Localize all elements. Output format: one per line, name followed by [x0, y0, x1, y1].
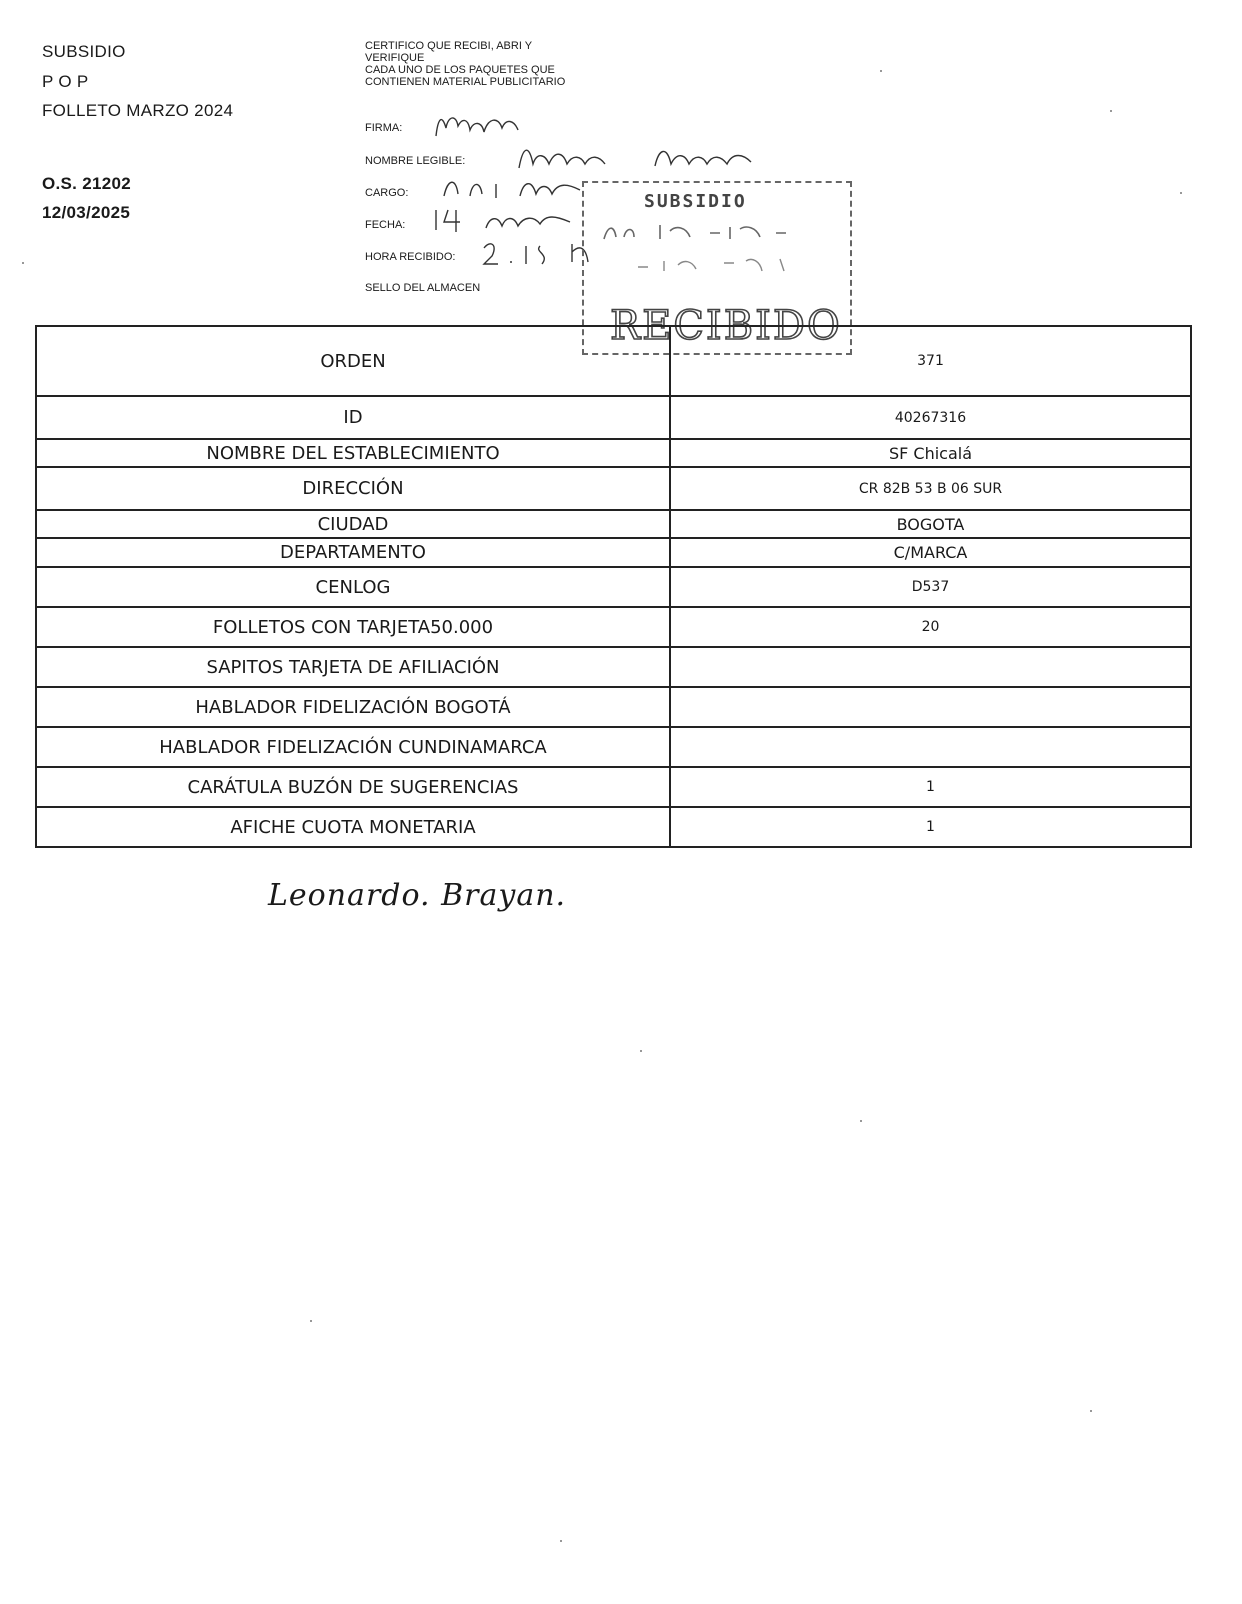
scan-speck — [22, 262, 24, 264]
row-value: 20 — [670, 607, 1191, 647]
row-label: NOMBRE DEL ESTABLECIMIENTO — [36, 439, 670, 467]
row-value: CR 82B 53 B 06 SUR — [670, 467, 1191, 510]
cargo-label: CARGO: — [365, 187, 409, 199]
row-label: DEPARTAMENTO — [36, 538, 670, 567]
row-value: 1 — [670, 807, 1191, 847]
table-row — [36, 538, 1191, 567]
org-name: SUBSIDIO — [42, 42, 126, 61]
scan-speck — [1180, 192, 1182, 194]
scan-speck — [1090, 1410, 1092, 1412]
delivery-table — [35, 325, 1192, 848]
row-label: CIUDAD — [36, 510, 670, 538]
cert-line: CADA UNO DE LOS PAQUETES QUE — [365, 64, 555, 76]
table-row — [36, 767, 1191, 807]
stamp-recibido: RECIBIDO — [610, 303, 842, 349]
stamp-text-line — [600, 219, 800, 245]
handwritten-signature: Leonardo. Brayan. — [268, 878, 567, 913]
row-label: CARÁTULA BUZÓN DE SUGERENCIAS — [36, 767, 670, 807]
handwritten-firma — [432, 108, 522, 144]
table-row — [36, 607, 1191, 647]
stamp-text-line — [634, 253, 804, 277]
table-row — [36, 727, 1191, 767]
table-row — [36, 439, 1191, 467]
firma-label: FIRMA: — [365, 122, 403, 134]
table-row — [36, 647, 1191, 687]
scan-speck — [880, 70, 882, 72]
table-row — [36, 396, 1191, 439]
table-row — [36, 510, 1191, 538]
scan-speck — [560, 1540, 562, 1542]
cert-line: CONTIENEN MATERIAL PUBLICITARIO — [365, 76, 566, 88]
row-value: BOGOTA — [670, 510, 1191, 538]
os-number: O.S. 21202 — [42, 174, 132, 193]
handwritten-cargo — [440, 172, 590, 204]
row-label: AFICHE CUOTA MONETARIA — [36, 807, 670, 847]
handwritten-nombre — [515, 140, 785, 176]
row-label: HABLADOR FIDELIZACIÓN BOGOTÁ — [36, 687, 670, 727]
row-value: 371 — [670, 326, 1191, 396]
cert-line: CERTIFICO QUE RECIBI, ABRI Y — [365, 40, 533, 52]
row-value: SF Chicalá — [670, 439, 1191, 467]
row-value: 40267316 — [670, 396, 1191, 439]
nombre-label: NOMBRE LEGIBLE: — [365, 155, 466, 167]
row-value — [670, 727, 1191, 767]
document-date: 12/03/2025 — [42, 203, 131, 222]
row-label: SAPITOS TARJETA DE AFILIACIÓN — [36, 647, 670, 687]
cert-line: VERIFIQUE — [365, 52, 425, 64]
pop-label: P O P — [42, 72, 89, 91]
row-label: DIRECCIÓN — [36, 467, 670, 510]
scan-speck — [1110, 110, 1112, 112]
table-row — [36, 687, 1191, 727]
table-row — [36, 567, 1191, 607]
row-value: C/MARCA — [670, 538, 1191, 567]
table-row — [36, 467, 1191, 510]
scan-speck — [860, 1120, 862, 1122]
handwritten-fecha — [430, 204, 580, 236]
hora-label: HORA RECIBIDO: — [365, 251, 456, 263]
row-label: CENLOG — [36, 567, 670, 607]
row-value — [670, 687, 1191, 727]
table-row — [36, 807, 1191, 847]
sello-label: SELLO DEL ALMACEN — [365, 282, 481, 294]
stamp-org: SUBSIDIO — [644, 191, 747, 212]
row-label: ID — [36, 396, 670, 439]
scan-speck — [310, 1320, 312, 1322]
campaign-title: FOLLETO MARZO 2024 — [42, 101, 234, 120]
row-label: FOLLETOS CON TARJETA50.000 — [36, 607, 670, 647]
scan-speck — [640, 1050, 642, 1052]
table-row — [36, 326, 1191, 396]
row-value: 1 — [670, 767, 1191, 807]
fecha-label: FECHA: — [365, 219, 406, 231]
row-label: HABLADOR FIDELIZACIÓN CUNDINAMARCA — [36, 727, 670, 767]
certification-text — [365, 40, 635, 88]
row-value: D537 — [670, 567, 1191, 607]
row-label: ORDEN — [36, 326, 670, 396]
row-value — [670, 647, 1191, 687]
